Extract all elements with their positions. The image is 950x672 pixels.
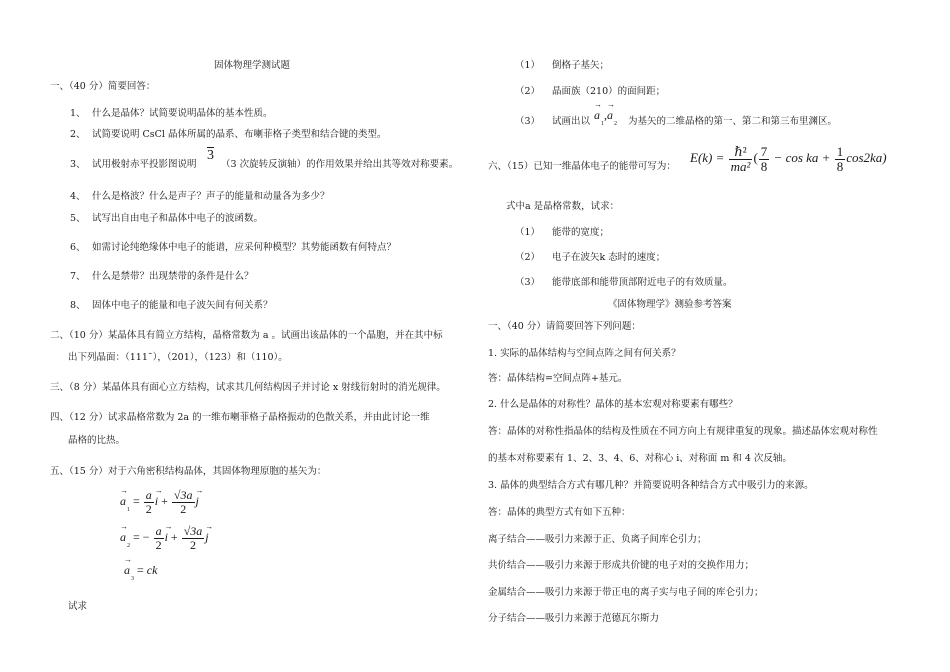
section-6-heading: 六、（15）已知一维晶体电子的能带可写为： (488, 161, 676, 172)
answer-line-5: 的基本对称要素有 1、2、3、4、6、对称心 i、对称面 m 和 4 次反轴。 (488, 453, 792, 464)
answer-line-4: 答：晶体的对称性指晶体的结构及性质在不同方向上有规律重复的现象。描述晶体宏观对称性 (488, 426, 878, 437)
q2-text: 试简要说明 CsCl 晶体所属的晶系、布喇菲格子类型和结合键的类型。 (92, 129, 387, 140)
answer-line-6: 3. 晶体的典型结合方式有哪几种？并简要说明各种结合方式中吸引力的来源。 (488, 480, 814, 491)
q1-text: 什么是晶体？试简要说明晶体的基本性质。 (92, 108, 273, 119)
basis-a2: → $a_2$ = − $\frac{a}{2}$ → i + $\frac{√3a}{2}$ → j (120, 525, 209, 551)
q8-number: 8、 (70, 300, 86, 311)
q3-text-a: 试用极射赤平投影图说明 (92, 159, 197, 170)
q4-text: 什么是格波？什么是声子？声子的能量和动量各为多少？ (92, 191, 330, 202)
q3-text-b: （3 次旋转反演轴）的作用效果并给出其等效对称要素。 (221, 159, 459, 170)
section-6-lead: 式中a 是晶格常数，试求： (506, 201, 620, 212)
q5-item-2-text: 晶面族（210）的面间距； (552, 86, 666, 97)
answer-line-3: 2. 什么是晶体的对称性？晶体的基本宏观对称要素有哪些？ (488, 399, 738, 410)
answer-section-heading: 一、（40 分）请简要回答下列问题： (488, 321, 641, 332)
answer-line-2: 答：晶体结构=空间点阵+基元。 (488, 373, 628, 384)
basis-a3: → $a_3$ = ck (124, 563, 157, 582)
q3-number: 3、 (70, 159, 86, 170)
q5-item-3-text-a: 试画出以 (552, 116, 591, 127)
q5-item-1-number: （1） (515, 60, 541, 71)
section-2-line-1: 二、（10 分）某晶体具有简立方结构，晶格常数为 a 。试画出该晶体的一个晶胞，并在其中标 (50, 330, 443, 341)
section-1-heading: 一、（40 分）简要回答： (50, 81, 156, 92)
answer-line-11: 分子结合——吸引力来源于范德瓦尔斯力 (488, 613, 660, 624)
s6-item-3-text: 能带底部和能带顶部附近电子的有效质量。 (552, 277, 733, 288)
q7-text: 什么是禁带？出现禁带的条件是什么？ (92, 271, 254, 282)
q1-number: 1、 (70, 108, 86, 119)
q5-text: 试写出自由电子和晶体中电子的波函数。 (92, 213, 264, 224)
q5-item-1-text: 倒格子基矢； (552, 60, 610, 71)
s6-item-2-number: （2） (515, 252, 541, 263)
q5-item-3-number: （3） (515, 116, 541, 127)
s6-item-1-number: （1） (515, 227, 541, 238)
section-4-line-2: 晶格的比热。 (68, 435, 126, 446)
answer-line-7: 答：晶体的典型方式有如下五种： (488, 507, 631, 518)
s6-item-1-text: 能带的宽度； (552, 227, 610, 238)
q2-number: 2、 (70, 129, 86, 140)
q8-text: 固体中电子的能量和电子波矢间有何关系？ (92, 300, 273, 311)
answer-line-9: 共价结合——吸引力来源于形成共价键的电子对的交换作用力； (488, 560, 755, 571)
q7-number: 7、 (70, 271, 86, 282)
section-5-heading: 五、（15 分）对于六角密积结构晶体，其固体物理原胞的基矢为： (50, 466, 327, 477)
answer-line-10: 金属结合——吸引力来源于带正电的离子实与电子间的库仑引力； (488, 587, 764, 598)
answer-line-1: 1. 实际的晶体结构与空间点阵之间有何关系？ (488, 348, 681, 359)
s6-item-3-number: （3） (515, 277, 541, 288)
section-4-line-1: 四、（12 分）试求晶格常数为 2a 的一维布喇菲格子晶格振动的色散关系，并由此讨论一维 (50, 412, 430, 423)
q5-number: 5、 (70, 213, 86, 224)
q6-text: 如需讨论纯绝缘体中电子的能谱，应采何种模型？其势能函数有何特点？ (92, 242, 397, 253)
section-5-tail: 试求 (68, 601, 88, 612)
section-2-line-2: 出下列晶面：（111¯），（201），（123）和（110）。 (68, 352, 288, 363)
q5-item-2-number: （2） (515, 86, 541, 97)
q6-number: 6、 (70, 242, 86, 253)
answer-line-8: 离子结合——吸引力来源于正、负离子间库仑引力； (488, 534, 707, 545)
exam-title: 固体物理学测试题 (214, 60, 291, 71)
answer-title: 《固体物理学》测验参考答案 (608, 299, 732, 310)
q5-item-3-text-b: 为基矢的二维晶格的第一、第二和第三布里渊区。 (628, 116, 838, 127)
energy-band-formula: E(k) = $\frac{\text{ℏ²}}{\text{ma²}}$ ( $\frac{7}{8}$ − cos ka + $\frac{1}{8}$ cos2ka) (690, 144, 887, 174)
section-3-text: 三、（8 分）某晶体具有面心立方结构，试求其几何结构因子并讨论 x 射线衍射时的消光规律。 (50, 382, 446, 393)
q5-item-3-vectors: → $a_1,\to a_2$ (594, 108, 617, 127)
q3-symbol: 3 (207, 148, 214, 163)
q4-number: 4、 (70, 191, 86, 202)
s6-item-2-text: 电子在波矢k 态时的速度； (552, 252, 666, 263)
basis-a1: → $a_1$ = $\frac{a}{2}$ → i + $\frac{√3a}{2}$ → j (120, 489, 199, 515)
